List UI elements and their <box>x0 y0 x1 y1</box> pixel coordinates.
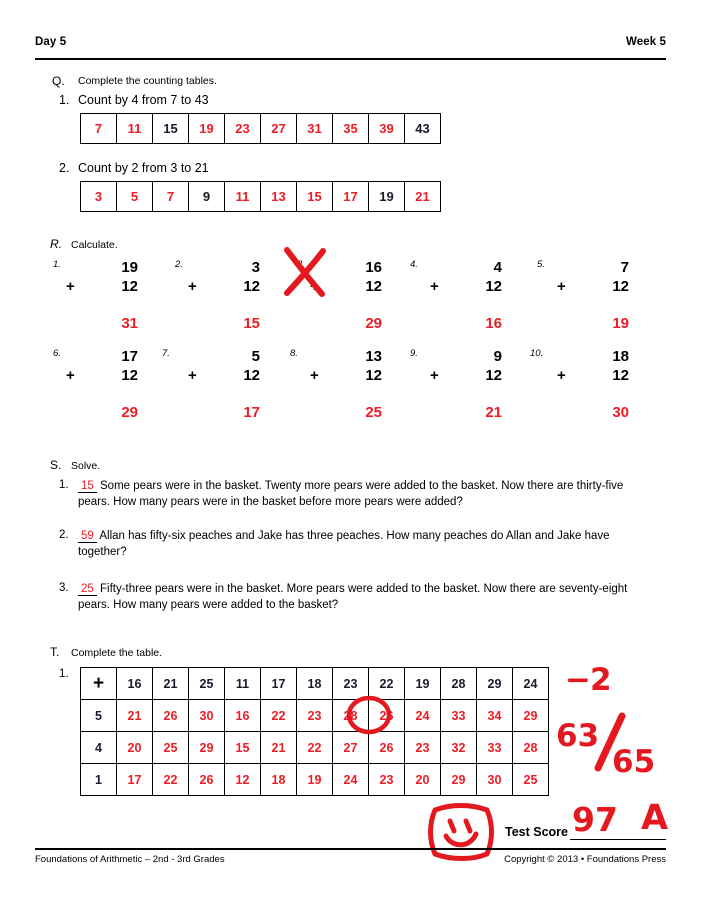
word-problem-1-text: Some pears were in the basket. Twenty more pears were added to the basket. Now there are thirty-five pears. How many pears were in the basket before more pears were added? <box>78 480 624 508</box>
counting-table-2 <box>80 181 441 212</box>
addend-bottom: 12 <box>121 278 138 295</box>
grid-cell-r0-c8[interactable]: 24 <box>405 700 441 732</box>
section-r-prompt: Calculate. <box>71 239 118 251</box>
page-footer <box>35 848 666 870</box>
addend-bottom-row <box>424 277 516 296</box>
score-fraction-denominator: 65 <box>612 744 656 780</box>
grid-cell-r0-c10[interactable]: 34 <box>477 700 513 732</box>
addend-top: 19 <box>121 259 138 276</box>
grid-cell-r2-c9[interactable]: 29 <box>441 764 477 796</box>
grid-cell-r0-c7[interactable]: 26 <box>369 700 405 732</box>
addend-bottom-row <box>182 277 274 296</box>
count1-cell-6[interactable]: 31 <box>297 114 333 144</box>
section-t-letter: T. <box>50 645 60 659</box>
section-r-letter: R. <box>50 237 62 251</box>
section-q-prompt: Complete the counting tables. <box>78 75 217 87</box>
grid-cell-r1-c8[interactable]: 23 <box>405 732 441 764</box>
r-problem-5-number: 5. <box>537 259 545 270</box>
s-problem-3-number: 3. <box>59 582 69 594</box>
answer-10[interactable]: 30 <box>612 404 629 421</box>
plus-operator: + <box>310 278 319 295</box>
grid-cell-r0-c2[interactable]: 30 <box>189 700 225 732</box>
header-day-label: Day 5 <box>35 36 67 48</box>
grid-cell-r0-c1[interactable]: 26 <box>153 700 189 732</box>
word-problem-1-answer[interactable]: 15 <box>78 480 97 493</box>
header-week-label: Week 5 <box>625 36 666 48</box>
page-header <box>35 36 666 60</box>
word-problem-2-text: Allan has fifty-six peaches and Jake has three peaches. How many peaches do Allan and Jake have together? <box>78 530 610 558</box>
footer-copyright: Copyright © 2013 • Foundations Press <box>504 854 666 865</box>
addition-problem-5 <box>551 258 643 334</box>
grid-cell-r0-c4[interactable]: 22 <box>261 700 297 732</box>
addend-bottom: 12 <box>365 367 382 384</box>
grid-col-header-7: 22 <box>369 668 405 700</box>
grid-cell-r1-c5[interactable]: 22 <box>297 732 333 764</box>
grid-cell-r0-c5[interactable]: 23 <box>297 700 333 732</box>
table-row <box>81 732 549 764</box>
grid-cell-r1-c0[interactable]: 20 <box>117 732 153 764</box>
count2-cell-1[interactable]: 5 <box>117 182 153 212</box>
q-item-1-title: Count by 4 from 7 to 43 <box>78 93 209 107</box>
grid-cell-r1-c9[interactable]: 32 <box>441 732 477 764</box>
grid-cell-r0-c0[interactable]: 21 <box>117 700 153 732</box>
table-header-row <box>81 668 549 700</box>
grid-cell-r2-c4[interactable]: 18 <box>261 764 297 796</box>
addition-grid-table <box>80 667 549 796</box>
grid-col-header-5: 18 <box>297 668 333 700</box>
addend-bottom: 12 <box>365 278 382 295</box>
addend-bottom-row <box>551 277 643 296</box>
addition-problem-3 <box>304 258 396 334</box>
grid-col-header-0: 16 <box>117 668 153 700</box>
grid-col-header-6: 23 <box>333 668 369 700</box>
grid-col-header-3: 11 <box>225 668 261 700</box>
count2-cell-2[interactable]: 7 <box>153 182 189 212</box>
addition-problem-10 <box>551 347 643 423</box>
grid-cell-r0-c3[interactable]: 16 <box>225 700 261 732</box>
grid-cell-r1-c4[interactable]: 21 <box>261 732 297 764</box>
grid-cell-r1-c7[interactable]: 26 <box>369 732 405 764</box>
addend-bottom: 12 <box>485 367 502 384</box>
grid-cell-r0-c9[interactable]: 33 <box>441 700 477 732</box>
r-problem-8-number: 8. <box>290 348 298 359</box>
addend-top: 9 <box>493 348 502 365</box>
count2-cell-6[interactable]: 15 <box>297 182 333 212</box>
t-item-1-number: 1. <box>59 668 69 680</box>
answer-2[interactable]: 15 <box>243 315 260 332</box>
section-s-letter: S. <box>50 458 62 472</box>
count1-cell-5[interactable]: 27 <box>261 114 297 144</box>
addition-problem-9 <box>424 347 516 423</box>
count1-cell-3[interactable]: 19 <box>189 114 225 144</box>
word-problem-1 <box>78 479 638 510</box>
r-problem-3-number: 3. <box>297 259 305 270</box>
addend-top: 3 <box>251 259 260 276</box>
addend-bottom-row <box>304 277 396 296</box>
answer-6[interactable]: 29 <box>121 404 138 421</box>
grid-cell-r2-c2[interactable]: 26 <box>189 764 225 796</box>
grid-col-header-8: 19 <box>405 668 441 700</box>
table-row <box>81 182 441 212</box>
grid-cell-r0-c6[interactable]: 28 <box>333 700 369 732</box>
count1-cell-7[interactable]: 35 <box>333 114 369 144</box>
grid-cell-r2-c5[interactable]: 19 <box>297 764 333 796</box>
count1-cell-4[interactable]: 23 <box>225 114 261 144</box>
plus-operator: + <box>66 278 75 295</box>
addend-bottom-row <box>424 366 516 385</box>
answer-1[interactable]: 31 <box>121 315 138 332</box>
word-problem-3-answer[interactable]: 25 <box>78 583 97 596</box>
word-problem-3 <box>78 582 638 613</box>
section-s-prompt: Solve. <box>71 460 101 472</box>
addition-problem-7 <box>182 347 274 423</box>
count2-cell-4[interactable]: 11 <box>225 182 261 212</box>
addend-bottom: 12 <box>612 367 629 384</box>
count2-cell-0[interactable]: 3 <box>81 182 117 212</box>
r-problem-6-number: 6. <box>53 348 61 359</box>
addend-bottom-row <box>60 366 152 385</box>
r-problem-1-number: 1. <box>53 259 61 270</box>
grid-cell-r0-c11[interactable]: 29 <box>513 700 549 732</box>
grid-cell-r1-c3[interactable]: 15 <box>225 732 261 764</box>
grid-col-header-2: 25 <box>189 668 225 700</box>
count1-cell-2[interactable]: 15 <box>153 114 189 144</box>
grid-corner-plus: + <box>81 668 117 700</box>
addend-top: 13 <box>365 348 382 365</box>
table-row <box>81 114 441 144</box>
addend-bottom: 12 <box>612 278 629 295</box>
count1-cell-8[interactable]: 39 <box>369 114 405 144</box>
deduction-mark: −2 <box>565 662 611 698</box>
plus-operator: + <box>188 278 197 295</box>
grid-cell-r1-c1[interactable]: 25 <box>153 732 189 764</box>
addend-bottom-row <box>182 366 274 385</box>
grid-cell-r2-c6[interactable]: 24 <box>333 764 369 796</box>
addition-problem-6 <box>60 347 152 423</box>
grid-col-header-11: 24 <box>513 668 549 700</box>
section-q-letter: Q. <box>52 74 65 88</box>
grid-cell-r1-c6[interactable]: 27 <box>333 732 369 764</box>
count2-cell-8[interactable]: 19 <box>369 182 405 212</box>
grid-cell-r1-c10[interactable]: 33 <box>477 732 513 764</box>
addition-problem-4 <box>424 258 516 334</box>
r-problem-9-number: 9. <box>410 348 418 359</box>
answer-5[interactable]: 19 <box>612 315 629 332</box>
word-problem-3-text: Fifty-three pears were in the basket. More pears were added to the basket. Now there are seventy-eight pears. How many pears were added to the basket? <box>78 583 628 611</box>
grid-cell-r1-c11[interactable]: 28 <box>513 732 549 764</box>
grid-cell-r2-c1[interactable]: 22 <box>153 764 189 796</box>
answer-8[interactable]: 25 <box>365 404 382 421</box>
count1-cell-1[interactable]: 11 <box>117 114 153 144</box>
addend-top: 5 <box>251 348 260 365</box>
grid-col-header-1: 21 <box>153 668 189 700</box>
addend-bottom-row <box>304 366 396 385</box>
grid-col-header-4: 17 <box>261 668 297 700</box>
r-problem-10-number: 10. <box>530 348 544 359</box>
count2-cell-5[interactable]: 13 <box>261 182 297 212</box>
plus-operator: + <box>66 367 75 384</box>
addend-bottom: 12 <box>243 278 260 295</box>
addition-problem-8 <box>304 347 396 423</box>
addend-top: 18 <box>612 348 629 365</box>
answer-7[interactable]: 17 <box>243 404 260 421</box>
s-problem-2-number: 2. <box>59 529 69 541</box>
plus-operator: + <box>557 278 566 295</box>
grid-cell-r2-c7[interactable]: 23 <box>369 764 405 796</box>
count2-cell-9[interactable]: 21 <box>405 182 441 212</box>
count2-cell-3[interactable]: 9 <box>189 182 225 212</box>
grid-row-header-0: 5 <box>81 700 117 732</box>
q-item-2-number: 2. <box>59 161 70 175</box>
r-problem-7-number: 7. <box>162 348 170 359</box>
letter-grade: A <box>641 798 669 838</box>
counting-table-1 <box>80 113 441 144</box>
grid-cell-r2-c10[interactable]: 30 <box>477 764 513 796</box>
count1-cell-0[interactable]: 7 <box>81 114 117 144</box>
answer-3[interactable]: 29 <box>365 315 382 332</box>
grid-col-header-10: 29 <box>477 668 513 700</box>
section-t-prompt: Complete the table. <box>71 647 163 659</box>
r-problem-4-number: 4. <box>410 259 418 270</box>
addend-bottom: 12 <box>121 367 138 384</box>
addition-problem-1 <box>60 258 152 334</box>
test-score-value: 97 <box>572 800 618 839</box>
addend-top: 7 <box>620 259 629 276</box>
plus-operator: + <box>188 367 197 384</box>
answer-4[interactable]: 16 <box>485 315 502 332</box>
addend-bottom-row <box>60 277 152 296</box>
addend-top: 16 <box>365 259 382 276</box>
addend-bottom: 12 <box>243 367 260 384</box>
addend-bottom: 12 <box>485 278 502 295</box>
grid-cell-r2-c0[interactable]: 17 <box>117 764 153 796</box>
grid-cell-r2-c11[interactable]: 25 <box>513 764 549 796</box>
s-problem-1-number: 1. <box>59 479 69 491</box>
score-fraction-numerator: 63 <box>556 718 600 754</box>
answer-9[interactable]: 21 <box>485 404 502 421</box>
plus-operator: + <box>557 367 566 384</box>
grid-cell-r1-c2[interactable]: 29 <box>189 732 225 764</box>
r-problem-2-number: 2. <box>175 259 183 270</box>
count2-cell-7[interactable]: 17 <box>333 182 369 212</box>
addition-problem-2 <box>182 258 274 334</box>
table-row <box>81 700 549 732</box>
plus-operator: + <box>430 367 439 384</box>
addend-top: 17 <box>121 348 138 365</box>
table-row <box>81 764 549 796</box>
addend-top: 4 <box>493 259 502 276</box>
count1-cell-9[interactable]: 43 <box>405 114 441 144</box>
grid-cell-r2-c3[interactable]: 12 <box>225 764 261 796</box>
addend-bottom-row <box>551 366 643 385</box>
test-score-label: Test Score <box>505 825 568 839</box>
grid-cell-r2-c8[interactable]: 20 <box>405 764 441 796</box>
grid-row-header-1: 4 <box>81 732 117 764</box>
plus-operator: + <box>430 278 439 295</box>
q-item-1-number: 1. <box>59 93 70 107</box>
plus-operator: + <box>310 367 319 384</box>
word-problem-2-answer[interactable]: 59 <box>78 530 97 543</box>
grid-col-header-9: 28 <box>441 668 477 700</box>
q-item-2-title: Count by 2 from 3 to 21 <box>78 161 209 175</box>
grid-row-header-2: 1 <box>81 764 117 796</box>
word-problem-2 <box>78 529 638 560</box>
footer-title: Foundations of Arithmetic – 2nd - 3rd Grades <box>35 854 225 865</box>
